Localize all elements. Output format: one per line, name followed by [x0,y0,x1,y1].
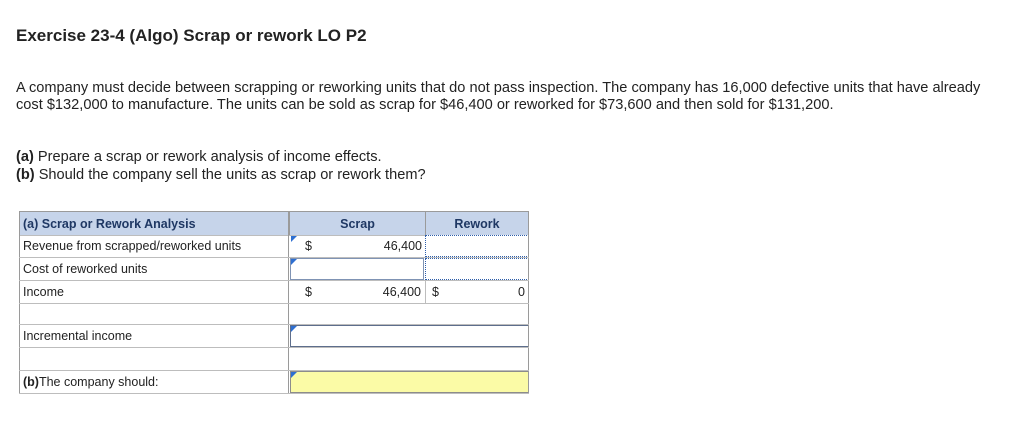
income-label: Income [19,281,289,303]
row-right-border [528,281,529,303]
should-label [19,371,289,393]
row-right-border [528,371,529,393]
income-rework-cell [425,281,529,303]
question-b-text: Should the company sell the units as scrap or rework them? [34,167,426,183]
cost-label: Cost of reworked units [19,258,289,280]
input-marker-icon [291,326,297,332]
row-right-border [528,304,529,324]
blank-label [19,304,289,324]
revenue-label: Revenue from scrapped/reworked units [19,235,289,257]
revenue-scrap-cell [289,235,425,257]
revenue-scrap-value[interactable]: 46,400 [383,239,422,253]
table-row-blank [19,304,529,325]
cost-scrap-input[interactable] [290,258,424,280]
income-scrap-dollar: $ [305,285,312,299]
should-label-prefix: (b) [23,375,39,389]
income-scrap-cell [289,281,425,303]
income-rework-dollar: $ [432,285,439,299]
page-title: Exercise 23-4 (Algo) Scrap or rework LO P2 [16,26,367,45]
column-header-scrap: Scrap [289,212,425,235]
should-label-text: The company should: [38,375,159,389]
input-marker-icon [291,259,297,265]
table-row-incremental [19,325,529,348]
question-a [16,149,382,166]
row-right-border [528,235,529,257]
row-right-border [528,325,529,347]
question-a-text: Prepare a scrap or rework analysis of income effects. [33,149,382,165]
question-a-prefix: (a) [16,149,34,165]
question-b-prefix: (b) [16,167,35,183]
row-right-border [528,258,529,280]
table-header-label: (a) Scrap or Rework Analysis [19,212,289,235]
input-marker-icon [291,372,297,378]
incremental-label: Incremental income [19,325,289,347]
row-right-border [528,348,529,370]
input-marker-icon [291,236,297,242]
incremental-input[interactable] [290,325,529,347]
table-row-should [19,371,529,394]
revenue-scrap-dollar: $ [305,239,312,253]
should-answer-select[interactable] [290,371,529,393]
revenue-rework-input[interactable] [425,235,529,257]
question-b [16,167,426,184]
blank-label-2 [19,348,289,370]
table-row-blank-2 [19,348,529,371]
table-row-cost [19,258,529,281]
table-header-row [19,211,529,236]
table-row-income [19,281,529,304]
cost-rework-input[interactable] [425,258,529,280]
income-rework-value: 0 [518,285,525,299]
column-header-rework: Rework [425,212,529,235]
table-row-revenue [19,235,529,258]
income-scrap-value: 46,400 [382,285,421,299]
problem-description: A company must decide between scrapping or reworking units that do not pass inspection. The company has 16,000 defective units that have already cost $132,000 to manufacture. The units can be sold as scrap for $46,400 or reworked for $73,600 and then sold for $131,200. [16,80,981,113]
